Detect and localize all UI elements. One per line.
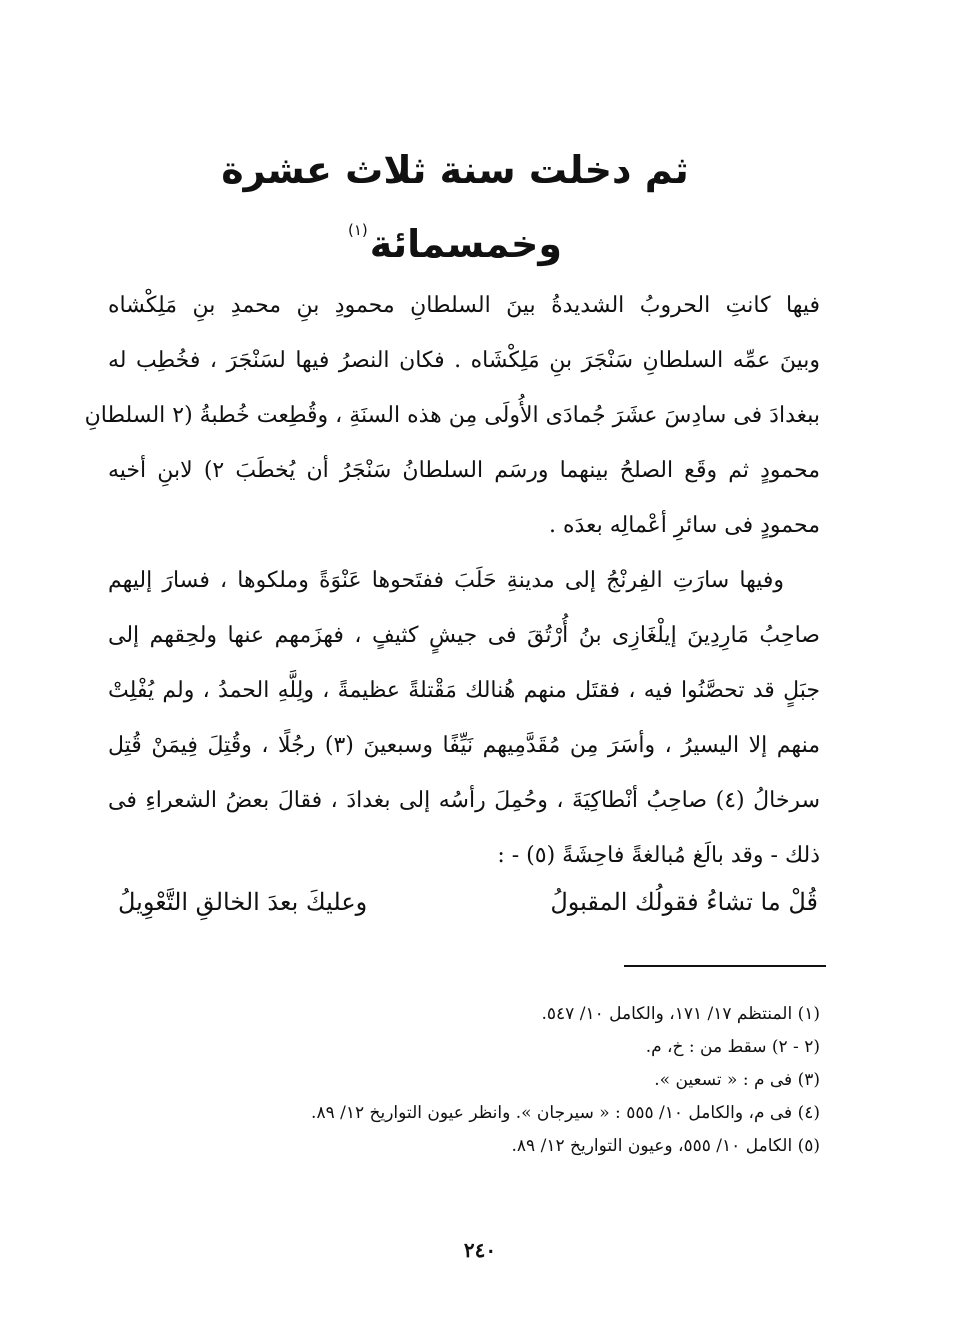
verse-second-hemistich: وعليكَ بعدَ الخالقِ التَّعْوِيلُ <box>118 888 368 916</box>
footnote-separator <box>624 965 826 967</box>
title-footnote-mark: (١) <box>348 221 368 239</box>
paragraph-2 <box>108 553 820 883</box>
paragraph-line: محمودٍ ثم وقَع الصلحُ بينهما ورسَم السلطانُ سَنْجَرُ أن يُخطَبَ ٢) لابنِ أخيه <box>108 458 820 483</box>
paragraph-line: صاحِبُ مَارِدِينَ إيلْغَازِى بنُ أُرْتُقَ فى جيشٍ كثيفٍ ، فهزَمهم عنها ولحِقهم إلى <box>108 623 820 648</box>
paragraph-1 <box>84 278 820 553</box>
chapter-title <box>150 140 760 274</box>
paragraph-line: وبينَ عمِّه السلطانِ سَنْجَرَ بنِ مَلِكْشَاه . فكان النصرُ فيها لسَنْجَرَ ، فخُطِب له <box>108 348 820 373</box>
paragraph-line: سرخالُ (٤) صاحِبُ أنْطاكِيَةَ ، وحُمِلَ رأسُه إلى بغدادَ ، فقالَ بعضُ الشعراءِ فى <box>108 788 820 813</box>
paragraph-line: محمودٍ فى سائرِ أعْمالِه بعدَه . <box>548 513 820 538</box>
verse-first-hemistich: قُلْ ما تشاءُ فقولُك المقبولُ <box>550 888 818 916</box>
paragraph-line: وفيها سارَتِ الفِرنْجُ إلى مدينةِ حَلَبَ ففتَحوها عَنْوَةً وملكوها ، فسارَ إليهم <box>108 568 784 593</box>
footnote-item: (٤) فى م، والكامل ١٠/ ٥٥٥ : « سيرجان ». وانظر عيون التواريخ ١٢/ ٨٩. <box>311 1103 820 1123</box>
paragraph-line: منهم إلا اليسيرُ ، وأسَرَ مِن مُقَدَّمِيهم نَيِّفًا وسبعينَ (٣) رجُلًا ، وقُتِلَ فِيمَنْ قُتِل <box>108 733 820 758</box>
paragraph-line: ذلك - وقد بالَغ مُبالغةً فاحِشَةً (٥) - : <box>497 843 820 868</box>
footnotes <box>300 998 820 1163</box>
page-number: ٢٤٠ <box>463 1238 497 1262</box>
paragraph-line: جبَلٍ قد تحصَّنُوا فيه ، فقتَل منهم هُنالك مَقْتلةً عظيمةً ، ولِلَّهِ الحمدُ ، ولم يُفْلِتْ <box>108 678 820 703</box>
poetry-verse <box>118 872 818 932</box>
footnote-item: (١) المنتظم ١٧/ ١٧١، والكامل ١٠/ ٥٤٧. <box>541 1004 820 1024</box>
paragraph-line: فيها كانتِ الحروبُ الشديدةُ بينَ السلطانِ محمودِ بنِ محمدِ بنِ مَلِكْشاه <box>108 293 820 318</box>
paragraph-line: ببغدادَ فى سادِسَ عشَرَ جُمادَى الأُولَى مِن هذه السنَةِ ، وقُطِعت خُطبةُ (٢ السلطانِ <box>84 403 820 428</box>
footnote-item: (٢ - ٢) سقط من : خ، م. <box>645 1037 820 1057</box>
footnote-item: (٣) فى م : « تسعين ». <box>654 1070 820 1090</box>
footnote-item: (٥) الكامل ١٠/ ٥٥٥، وعيون التواريخ ١٢/ ٨٩. <box>511 1136 820 1156</box>
chapter-title-text: ثم دخلت سنة ثلاث عشرة وخمسمائة <box>221 148 689 266</box>
